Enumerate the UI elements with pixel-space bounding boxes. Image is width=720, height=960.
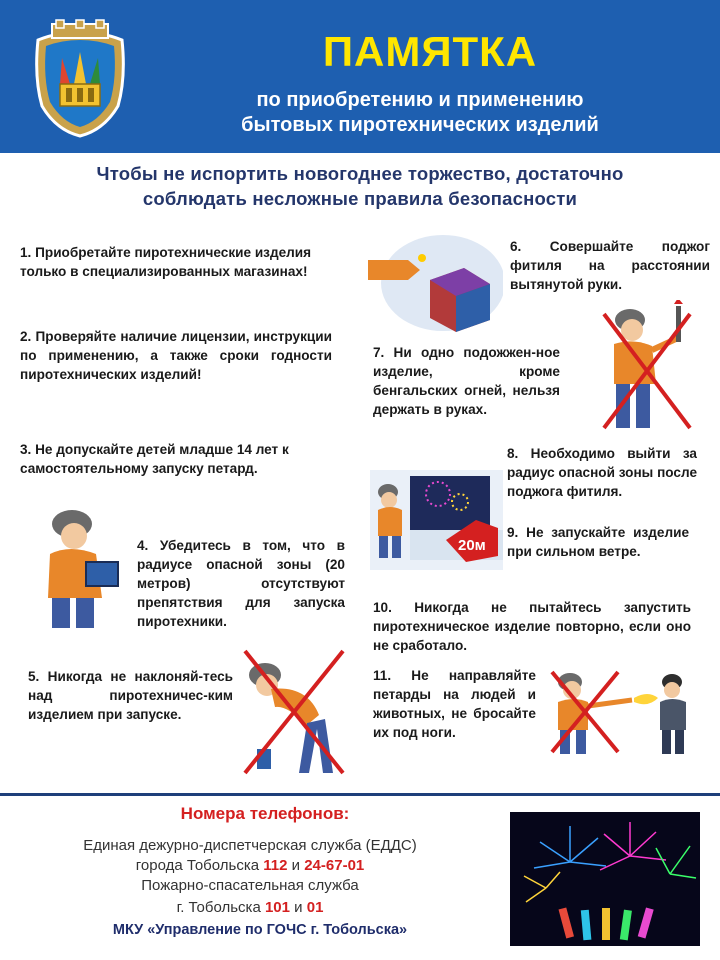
rule-1: 1. Приобретайте пиротехнические изделия только в специализированных магазинах! [20, 245, 312, 279]
hand-lighting-fuse-icon [368, 228, 503, 338]
page-title: ПАМЯТКА [322, 28, 538, 75]
fire-phones [30, 898, 470, 918]
phones-heading: Номера телефонов: [180, 804, 350, 823]
rule-6: 6. Совершайте поджог фитиля на расстоянии вытянутой руки. [510, 239, 710, 292]
intro-line: Чтобы не испортить новогоднее торжество, достаточно [96, 163, 624, 184]
person-bending-over-firework-icon [237, 645, 352, 780]
edds-city: города Тобольска [135, 857, 260, 874]
section-divider [0, 793, 720, 796]
fire-phone-2: 01 [306, 899, 324, 916]
rule-8: 8. Необходимо выйти за радиус опасной зоны после поджога фитиля. [507, 446, 697, 499]
intro-text [20, 161, 700, 211]
header-banner [0, 0, 720, 153]
person-holding-firework-box-icon [30, 502, 135, 632]
edds-service-name: Единая дежурно-диспетчерская служба (ЕДДС) [83, 837, 417, 854]
and-word: и [294, 899, 303, 916]
person-holding-rocket-icon [600, 300, 695, 432]
rule-7: 7. Ни одно подожжен-ное изделие, кроме бенгальских огней, нельзя держать в руках. [373, 345, 560, 417]
fireworks-photo-icon [510, 812, 700, 946]
safe-distance-scene-icon [370, 470, 503, 570]
distance-badge-label: 20м [458, 537, 486, 554]
city-coat-of-arms-icon [30, 18, 130, 138]
page-subtitle [150, 88, 690, 138]
fire-phone-1: 101 [264, 899, 290, 916]
and-word: и [291, 857, 301, 874]
fire-service-name: Пожарно-спасательная служба [141, 877, 359, 894]
rule-11: 11. Не направляйте петарды на людей и животных, не бросайте их под ноги. [373, 668, 536, 740]
edds-phone-2: 24-67-01 [304, 857, 365, 874]
subtitle-line: по приобретению и применению [256, 89, 584, 111]
rule-3: 3. Не допускайте детей младше 14 лет к самостоятельному запуску петард. [20, 442, 289, 476]
aiming-firework-at-person-icon [548, 668, 688, 756]
edds-phones [30, 856, 470, 876]
rule-4: 4. Убедитесь в том, что в радиусе опасной зоны (20 метров) отсутствуют препятствия для запуска пиротехники. [137, 538, 345, 629]
subtitle-line: бытовых пиротехнических изделий [241, 114, 599, 136]
rule-5: 5. Никогда не наклоняй-тесь над пиротехничес-ким изделием при запуске. [28, 669, 233, 722]
rule-9: 9. Не запускайте изделие при сильном ветре. [507, 525, 689, 559]
rule-2: 2. Проверяйте наличие лицензии, инструкции по применению, а также сроки годности пиротехнических изделий! [20, 329, 332, 382]
edds-phone-1: 112 [263, 857, 288, 874]
rule-10: 10. Никогда не пытайтесь запустить пиротехническое изделие повторно, если оно не сработало. [373, 600, 691, 653]
organization-name: МКУ «Управление по ГОЧС г. Тобольска» [112, 922, 408, 938]
fire-city: г. Тобольска [176, 899, 261, 916]
intro-line: соблюдать несложные правила безопасности [142, 188, 578, 209]
